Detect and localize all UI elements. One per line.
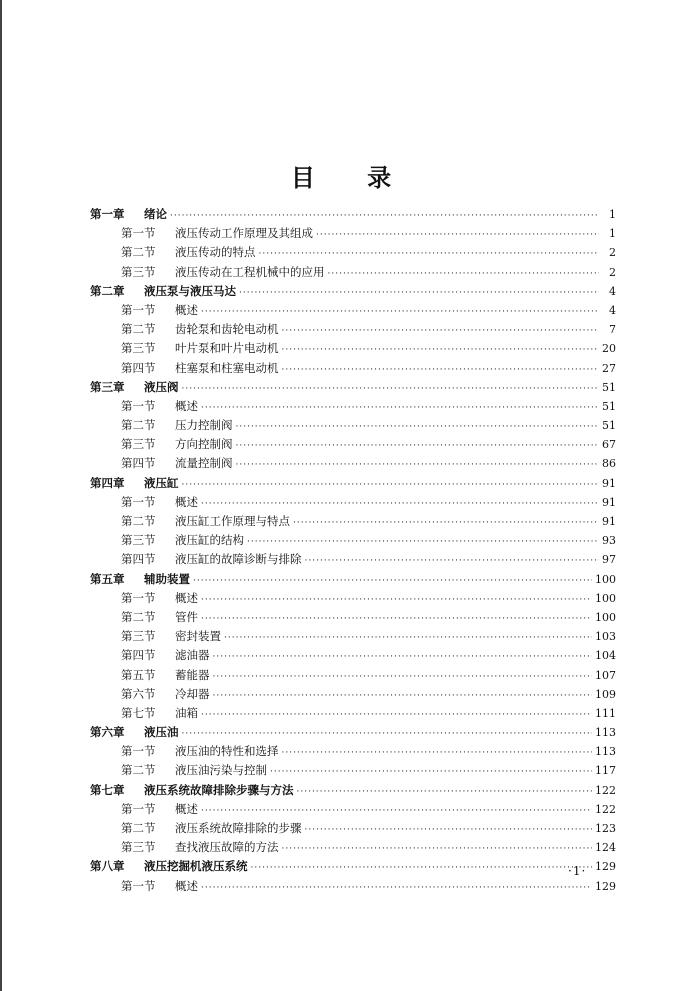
toc-entry-label: 第二节 [121, 514, 156, 528]
toc-section-entry [90, 397, 616, 416]
toc-entry-page: 1 [609, 227, 616, 241]
toc-section-entry [90, 800, 616, 819]
toc-leader-dots [251, 859, 593, 878]
table-of-contents [90, 205, 616, 896]
toc-entry-label: 第三节 [121, 437, 156, 452]
toc-section-entry [90, 608, 616, 627]
toc-entry-page: 129 [595, 879, 616, 893]
toc-entry-title: 压力控制阀 [175, 418, 233, 433]
toc-entry-title: 液压缸 [144, 475, 179, 490]
toc-entry-title: 液压泵与液压马达 [144, 283, 236, 298]
toc-entry-page: 129 [595, 860, 616, 874]
toc-leader-dots [316, 226, 599, 245]
toc-entry-title: 齿轮泵和齿轮电动机 [175, 322, 279, 337]
toc-entry-label: 第四节 [121, 648, 156, 663]
toc-entry-title: 管件 [175, 609, 198, 624]
toc-entry-title: 辅助装置 [144, 571, 190, 586]
toc-entry-title: 液压油污染与控制 [175, 763, 267, 778]
toc-section-entry [90, 761, 616, 780]
toc-entry-page: 100 [595, 591, 616, 605]
toc-entry-page: 4 [609, 303, 616, 317]
toc-section-entry [90, 320, 616, 339]
toc-chapter-entry [90, 570, 616, 589]
toc-entry-label: 第三章 [90, 379, 125, 394]
toc-entry-label: 第一章 [90, 207, 125, 221]
toc-entry-label: 第六节 [121, 686, 156, 701]
toc-entry-label: 第四节 [121, 360, 156, 375]
toc-leader-dots [282, 341, 600, 360]
toc-entry-title: 液压传动工作原理及其组成 [175, 226, 313, 241]
toc-entry-page: 107 [595, 668, 616, 682]
toc-entry-title: 流量控制阀 [175, 456, 233, 471]
toc-entry-title: 叶片泵和叶片电动机 [175, 341, 279, 356]
toc-entry-label: 第一节 [121, 801, 156, 816]
toc-entry-page: 91 [602, 515, 616, 528]
toc-entry-title: 滤油器 [175, 648, 210, 663]
toc-entry-label: 第二章 [90, 283, 125, 298]
toc-entry-label: 第三节 [121, 840, 156, 855]
toc-entry-label: 第二节 [121, 821, 156, 835]
toc-entry-page: 93 [602, 534, 616, 548]
toc-section-entry [90, 454, 616, 473]
toc-section-entry [90, 339, 616, 358]
toc-entry-label: 第四节 [121, 552, 156, 567]
toc-leader-dots [182, 476, 600, 495]
toc-entry-page: 2 [609, 246, 616, 260]
toc-leader-dots [305, 821, 593, 840]
toc-entry-title: 液压传动的特点 [175, 245, 256, 260]
toc-entry-label: 第一节 [121, 398, 156, 413]
toc-entry-label: 第五章 [90, 571, 125, 586]
toc-section-entry [90, 301, 616, 320]
toc-leader-dots [305, 552, 600, 571]
page-number: ·1· [568, 864, 587, 878]
toc-leader-dots [182, 380, 600, 399]
toc-chapter-entry [90, 378, 616, 397]
toc-entry-page: 27 [602, 361, 616, 375]
toc-chapter-entry [90, 781, 616, 800]
toc-entry-page: 67 [602, 438, 616, 452]
toc-entry-title: 液压缸的结构 [175, 533, 244, 548]
toc-entry-title: 油箱 [175, 705, 198, 720]
toc-section-entry [90, 685, 616, 704]
toc-entry-page: 122 [595, 802, 616, 816]
toc-leader-dots [328, 265, 600, 284]
toc-entry-page: 20 [602, 342, 616, 356]
toc-leader-dots [201, 399, 599, 418]
toc-entry-title: 概述 [175, 878, 198, 893]
toc-leader-dots [236, 456, 600, 475]
toc-leader-dots [213, 648, 593, 667]
toc-entry-title: 概述 [175, 302, 198, 317]
toc-chapter-entry [90, 282, 616, 301]
toc-entry-page: 100 [595, 572, 616, 586]
toc-entry-title: 液压系统故障排除步骤与方法 [144, 782, 294, 797]
toc-entry-title: 概述 [175, 398, 198, 413]
toc-entry-label: 第三节 [121, 629, 156, 644]
toc-entry-title: 冷却器 [175, 686, 210, 701]
toc-entry-page: 113 [595, 726, 616, 740]
toc-leader-dots [201, 879, 592, 898]
toc-entry-page: 91 [602, 495, 616, 509]
toc-entry-label: 第七章 [90, 782, 125, 797]
toc-section-entry [90, 704, 616, 723]
toc-entry-title: 绪论 [144, 207, 167, 221]
toc-entry-title: 液压油 [144, 725, 179, 740]
toc-section-entry [90, 742, 616, 761]
toc-entry-page: 91 [602, 476, 616, 490]
toc-entry-page: 1 [609, 208, 616, 221]
toc-leader-dots [236, 418, 600, 437]
toc-entry-title: 液压缸的故障诊断与排除 [175, 552, 302, 567]
toc-entry-title: 蓄能器 [175, 667, 210, 682]
toc-entry-title: 液压系统故障排除的步骤 [175, 821, 302, 835]
toc-leader-dots [270, 763, 592, 782]
toc-entry-page: 86 [602, 457, 616, 471]
toc-leader-dots [193, 572, 592, 591]
toc-entry-label: 第二节 [121, 763, 156, 778]
toc-entry-page: 51 [602, 419, 616, 433]
toc-section-entry [90, 666, 616, 685]
page-title: 目 录 [290, 164, 414, 192]
toc-entry-label: 第二节 [121, 418, 156, 433]
toc-entry-title: 液压缸工作原理与特点 [175, 514, 290, 528]
toc-entry-title: 密封装置 [175, 629, 221, 644]
toc-section-entry [90, 838, 616, 857]
toc-chapter-entry [90, 723, 616, 742]
toc-leader-dots [213, 668, 593, 687]
toc-entry-label: 第一节 [121, 590, 156, 605]
toc-entry-title: 液压挖掘机液压系统 [144, 859, 248, 874]
toc-entry-label: 第六章 [90, 725, 125, 740]
toc-leader-dots [239, 284, 599, 303]
toc-leader-dots [224, 629, 592, 648]
toc-section-entry [90, 819, 616, 838]
toc-leader-dots [213, 687, 593, 706]
toc-leader-dots [293, 514, 599, 533]
toc-entry-page: 7 [609, 323, 616, 337]
toc-entry-title: 概述 [175, 801, 198, 816]
toc-section-entry [90, 512, 616, 531]
toc-entry-page: 123 [595, 822, 616, 835]
toc-entry-label: 第一节 [121, 226, 156, 241]
toc-entry-label: 第四章 [90, 475, 125, 490]
toc-entry-title: 液压油的特性和选择 [175, 744, 279, 759]
toc-entry-label: 第三节 [121, 264, 156, 279]
toc-chapter-entry [90, 205, 616, 224]
toc-entry-label: 第一节 [121, 302, 156, 317]
toc-entry-label: 第四节 [121, 456, 156, 471]
toc-entry-label: 第二节 [121, 322, 156, 337]
toc-entry-page: 124 [595, 841, 616, 855]
toc-section-entry [90, 416, 616, 435]
toc-entry-page: 51 [602, 399, 616, 413]
toc-section-entry [90, 224, 616, 243]
toc-section-entry [90, 359, 616, 378]
toc-entry-page: 122 [595, 783, 616, 797]
toc-leader-dots [282, 361, 600, 380]
toc-entry-label: 第三节 [121, 341, 156, 356]
toc-entry-label: 第五节 [121, 667, 156, 682]
toc-entry-title: 柱塞泵和柱塞电动机 [175, 360, 279, 375]
toc-entry-label: 第八章 [90, 859, 125, 874]
toc-section-entry [90, 243, 616, 262]
toc-entry-label: 第三节 [121, 533, 156, 548]
toc-entry-page: 104 [595, 649, 616, 663]
toc-entry-title: 液压传动在工程机械中的应用 [175, 264, 325, 279]
toc-section-entry [90, 646, 616, 665]
toc-entry-label: 第一节 [121, 878, 156, 893]
toc-entry-page: 111 [595, 706, 616, 720]
toc-section-entry [90, 531, 616, 550]
toc-leader-dots [201, 591, 592, 610]
toc-entry-page: 97 [602, 553, 616, 567]
toc-section-entry [90, 589, 616, 608]
toc-leader-dots [201, 610, 592, 629]
toc-entry-page: 113 [595, 745, 616, 759]
toc-section-entry [90, 263, 616, 282]
toc-chapter-entry [90, 474, 616, 493]
toc-entry-title: 液压阀 [144, 379, 179, 394]
toc-entry-page: 103 [595, 630, 616, 644]
toc-section-entry [90, 435, 616, 454]
toc-entry-page: 4 [609, 284, 616, 298]
toc-leader-dots [282, 744, 593, 763]
toc-leader-dots [236, 437, 600, 456]
toc-entry-label: 第二节 [121, 245, 156, 260]
toc-entry-page: 100 [595, 610, 616, 624]
toc-entry-label: 第一节 [121, 494, 156, 509]
toc-entry-title: 查找液压故障的方法 [175, 840, 279, 855]
toc-entry-page: 109 [595, 687, 616, 701]
toc-entry-page: 117 [595, 764, 616, 778]
toc-entry-page: 2 [609, 265, 616, 279]
toc-section-entry [90, 627, 616, 646]
toc-entry-label: 第二节 [121, 609, 156, 624]
toc-entry-label: 第七节 [121, 705, 156, 720]
toc-chapter-entry [90, 857, 616, 876]
toc-leader-dots [201, 706, 592, 725]
toc-entry-title: 方向控制阀 [175, 437, 233, 452]
toc-entry-title: 概述 [175, 494, 198, 509]
toc-leader-dots [282, 322, 600, 341]
toc-entry-page: 51 [602, 380, 616, 394]
toc-section-entry [90, 493, 616, 512]
toc-leader-dots [297, 783, 593, 802]
toc-entry-label: 第一节 [121, 744, 156, 759]
toc-section-entry [90, 877, 616, 896]
toc-entry-title: 概述 [175, 590, 198, 605]
toc-section-entry [90, 550, 616, 569]
toc-leader-dots [282, 840, 593, 859]
